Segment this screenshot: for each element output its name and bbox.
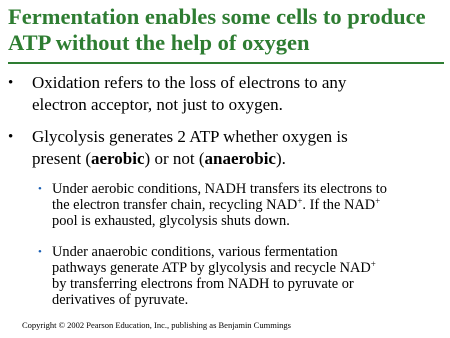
term-aerobic: aerobic bbox=[91, 149, 145, 168]
subbullet-line: pool is exhausted, glycolysis shuts down. bbox=[52, 213, 290, 229]
bullet-glycolysis-text bbox=[32, 126, 442, 170]
subbullet-aerobic-text bbox=[52, 181, 444, 229]
text-segment: pathways generate ATP by glycolysis and recycle NAD bbox=[52, 260, 371, 276]
slide-title-line-2: ATP without the help of oxygen bbox=[8, 30, 310, 55]
slide-title-line-1: Fermentation enables some cells to produce bbox=[8, 4, 426, 29]
subbullet-line bbox=[52, 260, 444, 276]
subbullet-dot-icon: • bbox=[38, 246, 42, 258]
text-segment: present ( bbox=[32, 149, 92, 168]
bullet-line: electron acceptor, not just to oxygen. bbox=[32, 95, 283, 114]
superscript-plus: + bbox=[297, 196, 303, 206]
text-segment: . If the NAD bbox=[302, 197, 376, 213]
title-divider bbox=[8, 62, 444, 64]
subbullet-line: by transferring electrons from NADH to pyruvate or bbox=[52, 276, 354, 292]
slide-title bbox=[8, 4, 442, 56]
bullet-line: Oxidation refers to the loss of electrons to any bbox=[32, 73, 347, 92]
bullet-dot-icon: • bbox=[8, 75, 14, 91]
subbullet-line: Under anaerobic conditions, various fermentation bbox=[52, 244, 338, 260]
bullet-line bbox=[32, 148, 442, 170]
superscript-plus: + bbox=[375, 196, 381, 206]
subbullet-line: Under aerobic conditions, NADH transfers its electrons to bbox=[52, 181, 387, 197]
term-anaerobic: anaerobic bbox=[204, 149, 276, 168]
subbullet-line bbox=[52, 197, 444, 213]
subbullet-anaerobic-text bbox=[52, 244, 444, 308]
text-segment: ). bbox=[275, 149, 286, 168]
text-segment: ) or not ( bbox=[144, 149, 205, 168]
bullet-line: Glycolysis generates 2 ATP whether oxygen is bbox=[32, 127, 348, 146]
superscript-plus: + bbox=[370, 259, 376, 269]
bullet-dot-icon: • bbox=[8, 129, 14, 145]
subbullet-line: derivatives of pyruvate. bbox=[52, 292, 189, 308]
bullet-oxidation-text bbox=[32, 72, 442, 116]
subbullet-dot-icon: • bbox=[38, 183, 42, 195]
text-segment: the electron transfer chain, recycling NAD bbox=[52, 197, 298, 213]
copyright-notice: Copyright © 2002 Pearson Education, Inc., publishing as Benjamin Cummings bbox=[22, 320, 291, 330]
